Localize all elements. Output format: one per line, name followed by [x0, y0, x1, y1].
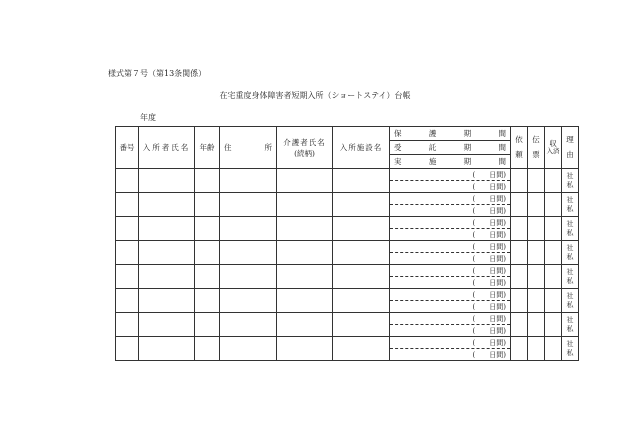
- hp-a: 保: [394, 129, 402, 138]
- period-cell[interactable]: [390, 337, 511, 361]
- table-row: [116, 265, 579, 289]
- header-caregiver-relation: (続柄): [294, 148, 315, 158]
- header-address-2: 所: [264, 143, 272, 152]
- header-address: [220, 127, 277, 169]
- address-cell[interactable]: [220, 289, 277, 313]
- days-label: 日間): [489, 350, 506, 359]
- days-open: (: [472, 290, 476, 299]
- reason-social: 社: [566, 244, 574, 253]
- header-age: 年齢: [195, 127, 220, 169]
- number-cell[interactable]: [116, 313, 139, 337]
- reason-cell[interactable]: [562, 337, 579, 361]
- header-caregiver: [277, 127, 333, 169]
- period-cell[interactable]: [390, 193, 511, 217]
- days-label: 日間): [489, 278, 506, 287]
- header-received-2: 入済: [546, 147, 560, 156]
- days-label: 日間): [489, 242, 506, 251]
- request-cell[interactable]: [511, 169, 528, 193]
- number-cell[interactable]: [116, 241, 139, 265]
- fiscal-year-label: 年度: [140, 113, 156, 122]
- header-request-2: 頼: [515, 149, 523, 159]
- reason-social: 社: [566, 340, 574, 349]
- facility-cell[interactable]: [333, 313, 390, 337]
- number-cell[interactable]: [116, 169, 139, 193]
- document-title: 在宅重度身体障害者短期入所（ショートステイ）台帳: [219, 91, 411, 100]
- name-cell[interactable]: [139, 241, 195, 265]
- address-cell[interactable]: [220, 313, 277, 337]
- days-open: (: [472, 326, 476, 335]
- header-implementation-period: [390, 155, 511, 169]
- header-caregiver-name: 介護者氏名: [283, 137, 326, 147]
- caregiver-cell[interactable]: [277, 265, 333, 289]
- table-row: [116, 217, 579, 241]
- reason-cell[interactable]: [562, 313, 579, 337]
- reason-private: 私: [566, 252, 574, 261]
- reason-cell[interactable]: [562, 241, 579, 265]
- header-facility: 入所施設名: [333, 127, 390, 169]
- received-cell[interactable]: [545, 217, 562, 241]
- age-cell[interactable]: [195, 169, 220, 193]
- address-cell[interactable]: [220, 337, 277, 361]
- number-cell[interactable]: [116, 289, 139, 313]
- reason-social: 社: [566, 220, 574, 229]
- reason-social: 社: [566, 316, 574, 325]
- days-label: 日間): [489, 194, 506, 203]
- age-cell[interactable]: [195, 217, 220, 241]
- facility-cell[interactable]: [333, 265, 390, 289]
- facility-cell[interactable]: [333, 169, 390, 193]
- number-cell[interactable]: [116, 217, 139, 241]
- name-cell[interactable]: [139, 337, 195, 361]
- received-cell[interactable]: [545, 337, 562, 361]
- received-cell[interactable]: [545, 265, 562, 289]
- header-request: [511, 127, 528, 169]
- caregiver-cell[interactable]: [277, 169, 333, 193]
- name-cell[interactable]: [139, 313, 195, 337]
- facility-cell[interactable]: [333, 217, 390, 241]
- days-open: (: [472, 182, 476, 191]
- slip-cell[interactable]: [528, 289, 545, 313]
- request-cell[interactable]: [511, 313, 528, 337]
- days-open: (: [472, 170, 476, 179]
- table-row: [116, 241, 579, 265]
- address-cell[interactable]: [220, 265, 277, 289]
- address-cell[interactable]: [220, 193, 277, 217]
- request-cell[interactable]: [511, 241, 528, 265]
- facility-cell[interactable]: [333, 337, 390, 361]
- table-row: [116, 193, 579, 217]
- reason-cell[interactable]: [562, 289, 579, 313]
- hi-a: 実: [394, 157, 402, 166]
- days-open: (: [472, 242, 476, 251]
- reason-social: 社: [566, 172, 574, 181]
- header-request-1: 依: [515, 135, 523, 145]
- he-a: 受: [394, 143, 402, 152]
- request-cell[interactable]: [511, 217, 528, 241]
- age-cell[interactable]: [195, 289, 220, 313]
- reason-social: 社: [566, 196, 574, 205]
- table-row: [116, 313, 579, 337]
- days-open: (: [472, 314, 476, 323]
- days-label: 日間): [489, 230, 506, 239]
- days-open: (: [472, 206, 476, 215]
- reason-cell[interactable]: [562, 217, 579, 241]
- header-address-1: 住: [224, 143, 232, 152]
- number-cell[interactable]: [116, 193, 139, 217]
- name-cell[interactable]: [139, 169, 195, 193]
- hi-d: 間: [498, 157, 506, 166]
- period-cell[interactable]: [390, 265, 511, 289]
- reason-private: 私: [566, 204, 574, 213]
- days-open: (: [472, 194, 476, 203]
- reason-cell[interactable]: [562, 169, 579, 193]
- days-label: 日間): [489, 302, 506, 311]
- slip-cell[interactable]: [528, 265, 545, 289]
- he-d: 間: [498, 143, 506, 152]
- register-table: [115, 126, 579, 361]
- reason-private: 私: [566, 348, 574, 357]
- caregiver-cell[interactable]: [277, 289, 333, 313]
- address-cell[interactable]: [220, 241, 277, 265]
- name-cell[interactable]: [139, 217, 195, 241]
- reason-private: 私: [566, 324, 574, 333]
- period-cell[interactable]: [390, 241, 511, 265]
- header-protection-period: [390, 127, 511, 141]
- days-open: (: [472, 218, 476, 227]
- days-open: (: [472, 254, 476, 263]
- request-cell[interactable]: [511, 265, 528, 289]
- name-cell[interactable]: [139, 289, 195, 313]
- table-row: [116, 337, 579, 361]
- name-cell[interactable]: [139, 265, 195, 289]
- days-label: 日間): [489, 266, 506, 275]
- header-reason: [562, 127, 579, 169]
- days-open: (: [472, 302, 476, 311]
- days-open: (: [472, 230, 476, 239]
- received-cell[interactable]: [545, 313, 562, 337]
- reason-private: 私: [566, 276, 574, 285]
- facility-cell[interactable]: [333, 289, 390, 313]
- days-label: 日間): [489, 326, 506, 335]
- caregiver-cell[interactable]: [277, 217, 333, 241]
- number-cell[interactable]: [116, 265, 139, 289]
- slip-cell[interactable]: [528, 217, 545, 241]
- name-cell[interactable]: [139, 193, 195, 217]
- age-cell[interactable]: [195, 265, 220, 289]
- days-open: (: [472, 266, 476, 275]
- he-b: 託: [428, 143, 437, 152]
- header-slip: [528, 127, 545, 169]
- days-label: 日間): [489, 254, 506, 263]
- days-open: (: [472, 278, 476, 287]
- reason-private: 私: [566, 180, 574, 189]
- slip-cell[interactable]: [528, 241, 545, 265]
- hp-b: 護: [428, 129, 437, 138]
- header-received: [545, 127, 562, 169]
- slip-cell[interactable]: [528, 337, 545, 361]
- received-cell[interactable]: [545, 169, 562, 193]
- request-cell[interactable]: [511, 289, 528, 313]
- age-cell[interactable]: [195, 337, 220, 361]
- request-cell[interactable]: [511, 193, 528, 217]
- register-rows: [116, 169, 579, 361]
- caregiver-cell[interactable]: [277, 337, 333, 361]
- days-open: (: [472, 338, 476, 347]
- days-label: 日間): [489, 206, 506, 215]
- received-cell[interactable]: [545, 241, 562, 265]
- reason-cell[interactable]: [562, 193, 579, 217]
- caregiver-cell[interactable]: [277, 193, 333, 217]
- hp-c: 期: [463, 129, 472, 138]
- days-open: (: [472, 350, 476, 359]
- hp-d: 間: [498, 129, 506, 138]
- table-row: [116, 169, 579, 193]
- number-cell[interactable]: [116, 337, 139, 361]
- days-label: 日間): [489, 218, 506, 227]
- period-cell[interactable]: [390, 169, 511, 193]
- header-slip-2: 票: [532, 149, 540, 159]
- age-cell[interactable]: [195, 193, 220, 217]
- caregiver-cell[interactable]: [277, 241, 333, 265]
- slip-cell[interactable]: [528, 313, 545, 337]
- age-cell[interactable]: [195, 313, 220, 337]
- header-reason-1: 理: [566, 135, 574, 145]
- age-cell[interactable]: [195, 241, 220, 265]
- days-label: 日間): [489, 314, 506, 323]
- header-reason-2: 由: [566, 149, 574, 159]
- reason-social: 社: [566, 292, 574, 301]
- days-label: 日間): [489, 182, 506, 191]
- header-slip-1: 伝: [532, 135, 540, 145]
- address-cell[interactable]: [220, 169, 277, 193]
- address-cell[interactable]: [220, 217, 277, 241]
- facility-cell[interactable]: [333, 241, 390, 265]
- days-label: 日間): [489, 170, 506, 179]
- hi-b: 施: [428, 157, 437, 166]
- days-label: 日間): [489, 290, 506, 299]
- received-cell[interactable]: [545, 193, 562, 217]
- reason-cell[interactable]: [562, 265, 579, 289]
- period-cell[interactable]: [390, 313, 511, 337]
- form-number: 様式第７号（第13条関係）: [108, 69, 207, 78]
- facility-cell[interactable]: [333, 193, 390, 217]
- header-resident-name: 入所者氏名: [139, 127, 195, 169]
- table-row: [116, 289, 579, 313]
- caregiver-cell[interactable]: [277, 313, 333, 337]
- he-c: 期: [463, 143, 472, 152]
- days-label: 日間): [489, 338, 506, 347]
- period-cell[interactable]: [390, 217, 511, 241]
- hi-c: 期: [463, 157, 472, 166]
- received-cell[interactable]: [545, 289, 562, 313]
- reason-private: 私: [566, 300, 574, 309]
- header-received-1: 収: [549, 138, 557, 148]
- reason-social: 社: [566, 268, 574, 277]
- header-row-1: [116, 127, 579, 141]
- header-number: 番号: [116, 127, 139, 169]
- header-entrusted-period: [390, 141, 511, 155]
- request-cell[interactable]: [511, 337, 528, 361]
- slip-cell[interactable]: [528, 169, 545, 193]
- period-cell[interactable]: [390, 289, 511, 313]
- slip-cell[interactable]: [528, 193, 545, 217]
- reason-private: 私: [566, 228, 574, 237]
